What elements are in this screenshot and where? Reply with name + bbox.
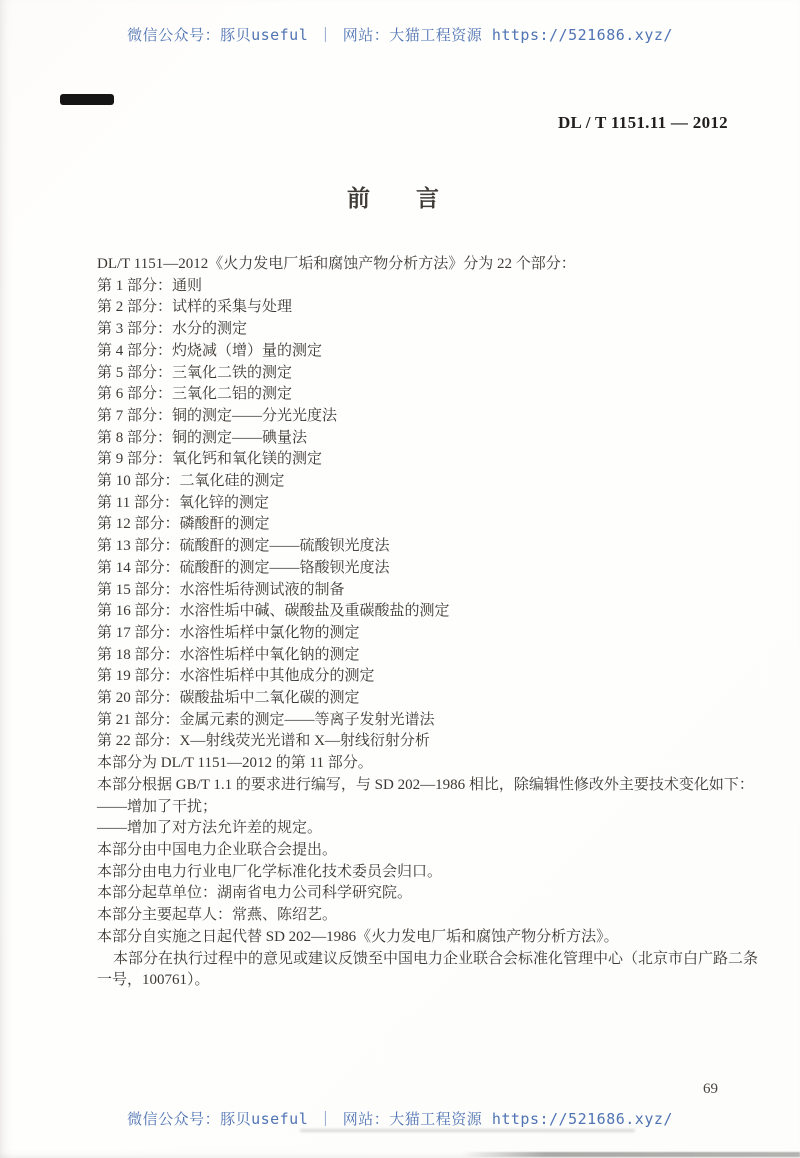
watermark-top: 微信公众号：豚贝useful ｜ 网站：大猫工程资源 https://521686.xyz/ <box>127 26 673 44</box>
note-line: 本部分主要起草人：常燕、陈绍艺。 <box>97 907 338 924</box>
part-line: 第 2 部分：试样的采集与处理 <box>97 299 293 316</box>
part-line: 第 17 部分：水溶性垢样中氯化物的测定 <box>97 624 360 641</box>
standard-number: DL / T 1151.11 — 2012 <box>557 113 728 132</box>
part-line: 第 19 部分：水溶性垢样中其他成分的测定 <box>97 668 375 685</box>
note-line: 本部分自实施之日起代替 SD 202—1986《火力发电厂垢和腐蚀产物分析方法》。 <box>97 928 619 945</box>
note-line: ——增加了干扰； <box>97 798 218 815</box>
part-line: 第 4 部分：灼烧减（增）量的测定 <box>97 342 323 359</box>
part-line: 第 9 部分：氧化钙和氧化镁的测定 <box>97 451 323 468</box>
part-line: 第 7 部分：铜的测定——分光光度法 <box>97 407 338 424</box>
part-line: 第 18 部分：水溶性垢样中氧化钠的测定 <box>97 646 360 663</box>
notes-list <box>97 753 759 948</box>
part-line: 第 13 部分：硫酸酐的测定——硫酸钡光度法 <box>97 538 390 555</box>
intro-line: DL/T 1151—2012《火力发电厂垢和腐蚀产物分析方法》分为 22 个部分： <box>97 256 576 272</box>
feedback-line-1: 本部分在执行过程中的意见或建议反馈至中国电力企业联合会标准化管理中心（北京市白广路二条 <box>113 950 759 967</box>
part-line: 第 10 部分：二氧化硅的测定 <box>97 473 285 490</box>
page-number: 69 <box>703 1081 718 1097</box>
parts-list <box>97 276 759 753</box>
watermark-bottom: 微信公众号：豚贝useful ｜ 网站：大猫工程资源 https://521686.xyz/ <box>127 1110 673 1128</box>
part-line: 第 15 部分：水溶性垢待测试液的制备 <box>97 581 345 598</box>
note-line: 本部分由中国电力企业联合会提出。 <box>97 841 338 858</box>
note-line: ——增加了对方法允许差的规定。 <box>97 820 323 837</box>
part-line: 第 8 部分：铜的测定——碘量法 <box>97 429 308 446</box>
part-line: 第 11 部分：氧化锌的测定 <box>97 494 269 511</box>
part-line: 第 16 部分：水溶性垢中碱、碳酸盐及重碳酸盐的测定 <box>97 603 450 620</box>
feedback-line-2: 一号，100761）。 <box>97 972 210 989</box>
part-line: 第 20 部分：碳酸盐垢中二氧化碳的测定 <box>97 690 360 707</box>
part-line: 第 14 部分：硫酸酐的测定——铬酸钡光度法 <box>97 559 390 576</box>
part-line: 第 22 部分：X—射线荧光光谱和 X—射线衍射分析 <box>97 733 430 750</box>
part-line: 第 12 部分：磷酸酐的测定 <box>97 516 270 533</box>
part-line: 第 1 部分：通则 <box>97 277 203 294</box>
foreword-body <box>97 254 759 992</box>
note-line: 本部分为 DL/T 1151—2012 的第 11 部分。 <box>97 755 373 772</box>
part-line: 第 6 部分：三氧化二铝的测定 <box>97 386 293 403</box>
part-line: 第 3 部分：水分的测定 <box>97 321 248 338</box>
note-line: 本部分起草单位：湖南省电力公司科学研究院。 <box>97 885 413 902</box>
scan-smudge-streak <box>300 1129 635 1132</box>
scan-smudge-bottom-edge <box>462 1152 800 1157</box>
note-line: 本部分根据 GB/T 1.1 的要求进行编写，与 SD 202—1986 相比，除编辑性修改外主要技术变化如下： <box>97 776 754 793</box>
note-line: 本部分由电力行业电厂化学标准化技术委员会归口。 <box>97 863 443 880</box>
scan-artifact-dash <box>60 94 114 105</box>
foreword-heading: 前 言 <box>347 185 439 211</box>
part-line: 第 5 部分：三氧化二铁的测定 <box>97 364 293 381</box>
part-line: 第 21 部分：金属元素的测定——等离子发射光谱法 <box>97 711 435 728</box>
